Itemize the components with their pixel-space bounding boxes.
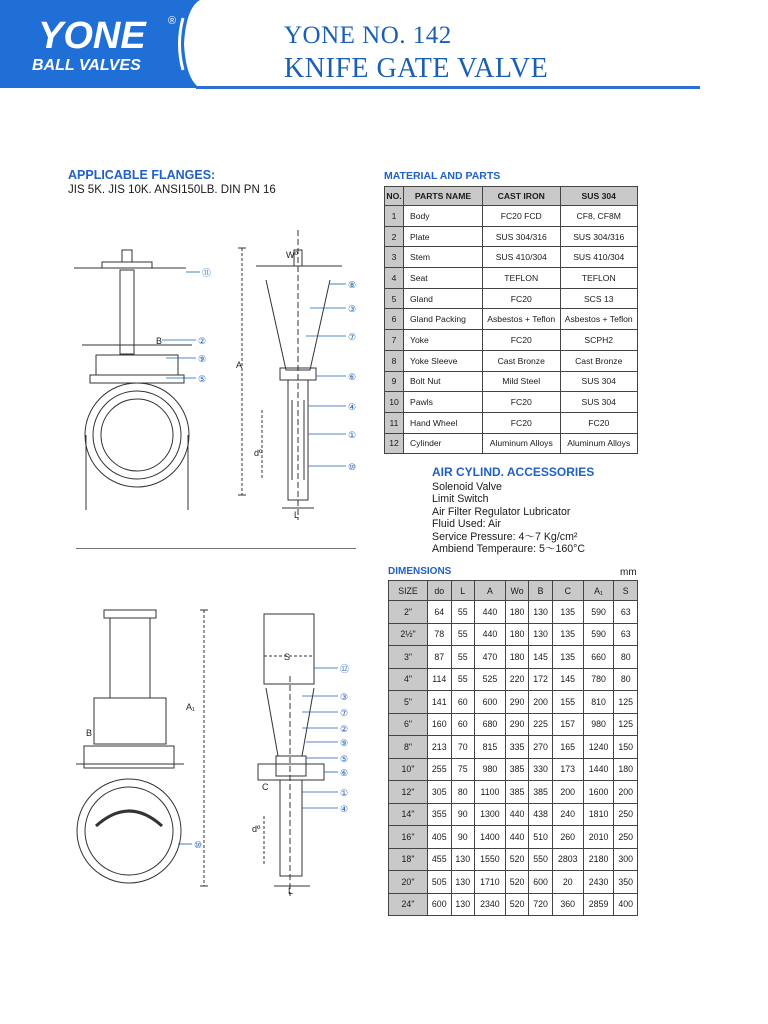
dimension-cell: 260	[552, 826, 583, 849]
table-row	[389, 646, 638, 669]
dimension-cell: 172	[529, 668, 553, 691]
part-no-cell: 8	[385, 350, 404, 371]
col-header-cast-iron: CAST IRON	[483, 187, 561, 206]
dim-label-c: C	[262, 782, 269, 792]
flanges-title: APPLICABLE FLANGES:	[68, 168, 216, 182]
cast-iron-material-cell: FC20	[483, 288, 561, 309]
table-row	[385, 412, 638, 433]
dimension-cell: 330	[529, 758, 553, 781]
table-row	[389, 803, 638, 826]
table-row	[385, 371, 638, 392]
product-title: KNIFE GATE VALVE	[284, 53, 549, 84]
part-name-cell: Yoke	[404, 330, 483, 351]
part-no-cell: 12	[385, 433, 404, 454]
dim-label-b: B	[156, 336, 163, 346]
table-row	[389, 781, 638, 804]
dimension-cell: 1810	[583, 803, 614, 826]
dimension-cell: 80	[614, 668, 638, 691]
part-no-cell: 5	[385, 288, 404, 309]
dimensions-unit: mm	[620, 567, 637, 578]
dimension-cell: 250	[614, 826, 638, 849]
size-cell: 10"	[389, 758, 428, 781]
sus-304-material-cell: TEFLON	[560, 268, 638, 289]
part-name-cell: Seat	[404, 268, 483, 289]
dimension-cell: 157	[552, 713, 583, 736]
accessory-item: Air Filter Regulator Lubricator	[432, 505, 571, 518]
table-row	[389, 871, 638, 894]
dimension-cell: 385	[505, 781, 529, 804]
part-no-cell: 3	[385, 247, 404, 268]
cast-iron-material-cell: SUS 410/304	[483, 247, 561, 268]
dimension-cell: 63	[614, 601, 638, 624]
dimension-cell: 1400	[475, 826, 506, 849]
dimension-cell: 55	[451, 668, 475, 691]
part-no-cell: 7	[385, 330, 404, 351]
dimension-cell: 470	[475, 646, 506, 669]
col-header: C	[552, 581, 583, 601]
size-cell: 8"	[389, 736, 428, 759]
col-header: L	[451, 581, 475, 601]
cast-iron-material-cell: FC20	[483, 412, 561, 433]
callout-9: ⑨	[198, 354, 207, 364]
callout-6: ⑥	[348, 372, 357, 382]
dimension-cell: 720	[529, 893, 553, 916]
accessory-item: Solenoid Valve	[432, 481, 502, 493]
dim-label-a1: A₁	[186, 702, 196, 712]
part-no-cell: 2	[385, 226, 404, 247]
cast-iron-material-cell: TEFLON	[483, 268, 561, 289]
accessories-title: AIR CYLIND. ACCESSORIES	[432, 465, 595, 479]
sus-304-material-cell: SUS 304/316	[560, 226, 638, 247]
callout-2: ②	[340, 724, 349, 734]
dimension-cell: 438	[529, 803, 553, 826]
yone-logo	[0, 0, 200, 88]
part-name-cell: Gland	[404, 288, 483, 309]
dimension-cell: 135	[552, 623, 583, 646]
dimension-cell: 440	[475, 601, 506, 624]
sus-304-material-cell: SUS 304	[560, 392, 638, 413]
dimension-cell: 20	[552, 871, 583, 894]
size-cell: 4"	[389, 668, 428, 691]
size-cell: 18"	[389, 848, 428, 871]
dimension-cell: 60	[451, 691, 475, 714]
callout-10: ⑩	[348, 462, 357, 472]
dimension-cell: 1100	[475, 781, 506, 804]
dim-label-l: L	[288, 886, 294, 896]
size-cell: 16"	[389, 826, 428, 849]
dimension-cell: 90	[451, 826, 475, 849]
part-no-cell: 4	[385, 268, 404, 289]
sus-304-material-cell: SUS 410/304	[560, 247, 638, 268]
dimension-cell: 815	[475, 736, 506, 759]
dimension-cell: 405	[428, 826, 452, 849]
table-row	[389, 668, 638, 691]
dim-label-a: A	[236, 360, 243, 370]
materials-title: MATERIAL AND PARTS	[384, 170, 501, 182]
dimensions-table	[388, 580, 638, 916]
callout-3: ③	[340, 692, 349, 702]
dimension-cell: 600	[475, 691, 506, 714]
dimension-cell: 270	[529, 736, 553, 759]
part-name-cell: Hand Wheel	[404, 412, 483, 433]
dimension-cell: 90	[451, 803, 475, 826]
dimension-cell: 63	[614, 623, 638, 646]
col-header: do	[428, 581, 452, 601]
dimension-cell: 590	[583, 601, 614, 624]
dimension-cell: 335	[505, 736, 529, 759]
sus-304-material-cell: Aluminum Alloys	[560, 433, 638, 454]
col-header: Wo	[505, 581, 529, 601]
sus-304-material-cell: Cast Bronze	[560, 350, 638, 371]
dimension-cell: 385	[505, 758, 529, 781]
table-row	[389, 736, 638, 759]
dimension-cell: 2180	[583, 848, 614, 871]
header-rule	[196, 86, 700, 89]
dimension-cell: 455	[428, 848, 452, 871]
dimension-cell: 525	[475, 668, 506, 691]
sus-304-material-cell: SCPH2	[560, 330, 638, 351]
sus-304-material-cell: SUS 304	[560, 371, 638, 392]
dimension-cell: 255	[428, 758, 452, 781]
dimension-cell: 1300	[475, 803, 506, 826]
table-row	[385, 288, 638, 309]
dimension-cell: 290	[505, 713, 529, 736]
dimension-cell: 200	[529, 691, 553, 714]
dimensions-title: DIMENSIONS	[388, 566, 452, 577]
col-header: SIZE	[389, 581, 428, 601]
dimension-cell: 520	[505, 871, 529, 894]
cast-iron-material-cell: SUS 304/316	[483, 226, 561, 247]
table-row	[389, 826, 638, 849]
table-row	[389, 623, 638, 646]
dimension-cell: 200	[614, 781, 638, 804]
dimension-cell: 141	[428, 691, 452, 714]
dimension-cell: 125	[614, 713, 638, 736]
dim-label-d: dº	[252, 824, 261, 834]
table-row	[385, 330, 638, 351]
part-no-cell: 1	[385, 206, 404, 227]
dimension-cell: 1600	[583, 781, 614, 804]
table-row	[385, 433, 638, 454]
dimension-cell: 200	[552, 781, 583, 804]
dimension-cell: 980	[475, 758, 506, 781]
col-header-parts-name: PARTS NAME	[404, 187, 483, 206]
size-cell: 6"	[389, 713, 428, 736]
size-cell: 24"	[389, 893, 428, 916]
dimension-cell: 290	[505, 691, 529, 714]
dimension-cell: 114	[428, 668, 452, 691]
table-row	[389, 893, 638, 916]
cast-iron-material-cell: FC20 FCD	[483, 206, 561, 227]
cast-iron-material-cell: Mild Steel	[483, 371, 561, 392]
dimension-cell: 155	[552, 691, 583, 714]
dimension-cell: 80	[451, 781, 475, 804]
dimension-cell: 505	[428, 871, 452, 894]
dimension-cell: 780	[583, 668, 614, 691]
size-cell: 3"	[389, 646, 428, 669]
callout-1: ①	[348, 430, 357, 440]
dimension-cell: 55	[451, 646, 475, 669]
callout-8: ⑧	[348, 280, 357, 290]
flanges-text: JIS 5K. JIS 10K. ANSI150LB. DIN PN 16	[68, 184, 276, 196]
dimension-cell: 64	[428, 601, 452, 624]
dimension-cell: 145	[552, 668, 583, 691]
dimension-cell: 590	[583, 623, 614, 646]
part-no-cell: 9	[385, 371, 404, 392]
dimension-cell: 173	[552, 758, 583, 781]
dimension-cell: 60	[451, 713, 475, 736]
callout-6: ⑥	[340, 768, 349, 778]
part-no-cell: 6	[385, 309, 404, 330]
callout-1: ①	[340, 788, 349, 798]
callout-5: ⑤	[340, 754, 349, 764]
dimension-cell: 360	[552, 893, 583, 916]
logo-tagline: BALL VALVES	[32, 57, 141, 74]
callout-3: ③	[348, 304, 357, 314]
table-row	[385, 350, 638, 371]
dimension-cell: 1240	[583, 736, 614, 759]
dimension-cell: 2803	[552, 848, 583, 871]
size-cell: 20"	[389, 871, 428, 894]
callout-5: ⑤	[198, 374, 207, 384]
dim-label-w: Wº	[286, 250, 298, 260]
table-row	[385, 206, 638, 227]
dimension-cell: 150	[614, 736, 638, 759]
dimension-cell: 145	[529, 646, 553, 669]
callout-11: ⑪	[202, 268, 212, 278]
callout-2: ②	[198, 336, 207, 346]
dimension-cell: 180	[614, 758, 638, 781]
table-row	[389, 691, 638, 714]
table-row	[389, 601, 638, 624]
dimension-cell: 130	[451, 871, 475, 894]
dimension-cell: 440	[475, 623, 506, 646]
dimension-cell: 180	[505, 646, 529, 669]
dimension-cell: 1550	[475, 848, 506, 871]
dimension-cell: 160	[428, 713, 452, 736]
sus-304-material-cell: SCS 13	[560, 288, 638, 309]
part-name-cell: Plate	[404, 226, 483, 247]
dimension-cell: 350	[614, 871, 638, 894]
size-cell: 2"	[389, 601, 428, 624]
part-name-cell: Bolt Nut	[404, 371, 483, 392]
dim-label-b: B	[86, 728, 93, 738]
dim-label-s: S	[284, 652, 291, 662]
dimension-cell: 55	[451, 623, 475, 646]
dimension-cell: 80	[614, 646, 638, 669]
dimension-cell: 165	[552, 736, 583, 759]
section-divider	[76, 548, 356, 549]
table-row	[389, 713, 638, 736]
accessories-list	[432, 481, 585, 555]
dimension-cell: 240	[552, 803, 583, 826]
dimension-cell: 180	[505, 623, 529, 646]
dimension-cell: 225	[529, 713, 553, 736]
dimension-cell: 400	[614, 893, 638, 916]
dimension-cell: 213	[428, 736, 452, 759]
dimension-cell: 87	[428, 646, 452, 669]
cast-iron-material-cell: Aluminum Alloys	[483, 433, 561, 454]
table-row	[385, 226, 638, 247]
dimension-cell: 660	[583, 646, 614, 669]
col-header: S	[614, 581, 638, 601]
dimension-cell: 2010	[583, 826, 614, 849]
table-row	[385, 247, 638, 268]
accessory-item: Limit Switch	[432, 493, 489, 506]
dim-label-d: dº	[254, 448, 263, 458]
part-name-cell: Body	[404, 206, 483, 227]
callout-4: ④	[340, 804, 349, 814]
dimension-cell: 510	[529, 826, 553, 849]
dimension-cell: 385	[529, 781, 553, 804]
part-name-cell: Cylinder	[404, 433, 483, 454]
dimension-cell: 55	[451, 601, 475, 624]
dim-label-l: L	[294, 510, 300, 520]
dimension-cell: 520	[505, 848, 529, 871]
col-header-sus-304: SUS 304	[560, 187, 638, 206]
dimension-cell: 130	[451, 848, 475, 871]
dimension-cell: 125	[614, 691, 638, 714]
dimension-cell: 180	[505, 601, 529, 624]
table-row	[389, 848, 638, 871]
part-name-cell: Yoke Sleeve	[404, 350, 483, 371]
dimension-cell: 1710	[475, 871, 506, 894]
col-header-no: NO.	[385, 187, 404, 206]
dimension-cell: 440	[505, 826, 529, 849]
size-cell: 14"	[389, 803, 428, 826]
dimension-cell: 1440	[583, 758, 614, 781]
part-name-cell: Stem	[404, 247, 483, 268]
dimension-cell: 305	[428, 781, 452, 804]
dimension-cell: 810	[583, 691, 614, 714]
accessory-item: Fluid Used: Air	[432, 518, 501, 531]
dimension-cell: 2340	[475, 893, 506, 916]
dimension-cell: 78	[428, 623, 452, 646]
dimension-cell: 520	[505, 893, 529, 916]
accessory-item: Service Pressure: 4～7 Kg/cm²	[432, 530, 578, 543]
table-row	[385, 268, 638, 289]
dimension-cell: 135	[552, 646, 583, 669]
dimension-cell: 130	[529, 623, 553, 646]
logo-brand-name: YONE	[38, 15, 146, 57]
dimension-cell: 980	[583, 713, 614, 736]
callout-7: ⑦	[340, 708, 349, 718]
table-row	[389, 758, 638, 781]
dimension-cell: 130	[529, 601, 553, 624]
cast-iron-material-cell: FC20	[483, 330, 561, 351]
air-cylinder-valve-drawing	[66, 596, 366, 896]
model-number-title: YONE NO. 142	[284, 22, 452, 49]
callout-7: ⑦	[348, 332, 357, 342]
accessory-item: Ambiend Temperaure: 5～160°C	[432, 543, 586, 556]
part-no-cell: 10	[385, 392, 404, 413]
dimension-cell: 600	[428, 893, 452, 916]
table-header-row	[389, 581, 638, 601]
dimension-cell: 130	[451, 893, 475, 916]
dimension-cell: 2859	[583, 893, 614, 916]
dimension-cell: 220	[505, 668, 529, 691]
cast-iron-material-cell: Cast Bronze	[483, 350, 561, 371]
hand-wheel-valve-drawing	[66, 220, 366, 520]
materials-table	[384, 186, 638, 454]
sus-304-material-cell: FC20	[560, 412, 638, 433]
dimension-cell: 440	[505, 803, 529, 826]
dimension-cell: 550	[529, 848, 553, 871]
part-no-cell: 11	[385, 412, 404, 433]
callout-4: ④	[348, 402, 357, 412]
sus-304-material-cell: Asbestos + Teflon	[560, 309, 638, 330]
size-cell: 12"	[389, 781, 428, 804]
dimension-cell: 250	[614, 803, 638, 826]
dimension-cell: 355	[428, 803, 452, 826]
dimension-cell: 300	[614, 848, 638, 871]
dimension-cell: 600	[529, 871, 553, 894]
part-name-cell: Pawls	[404, 392, 483, 413]
logo-registered-mark: ®	[168, 15, 177, 27]
dimension-cell: 75	[451, 758, 475, 781]
dimension-cell: 2430	[583, 871, 614, 894]
size-cell: 5"	[389, 691, 428, 714]
callout-9: ⑨	[340, 738, 349, 748]
dimension-cell: 680	[475, 713, 506, 736]
sus-304-material-cell: CF8, CF8M	[560, 206, 638, 227]
col-header: A₁	[583, 581, 614, 601]
table-row	[385, 309, 638, 330]
col-header: A	[475, 581, 506, 601]
table-header-row	[385, 187, 638, 206]
dimension-cell: 70	[451, 736, 475, 759]
callout-10: ⑩	[194, 840, 203, 850]
size-cell: 2½"	[389, 623, 428, 646]
col-header: B	[529, 581, 553, 601]
dimension-cell: 135	[552, 601, 583, 624]
table-row	[385, 392, 638, 413]
cast-iron-material-cell: FC20	[483, 392, 561, 413]
callout-12: ⑫	[340, 664, 350, 674]
part-name-cell: Gland Packing	[404, 309, 483, 330]
cast-iron-material-cell: Asbestos + Teflon	[483, 309, 561, 330]
